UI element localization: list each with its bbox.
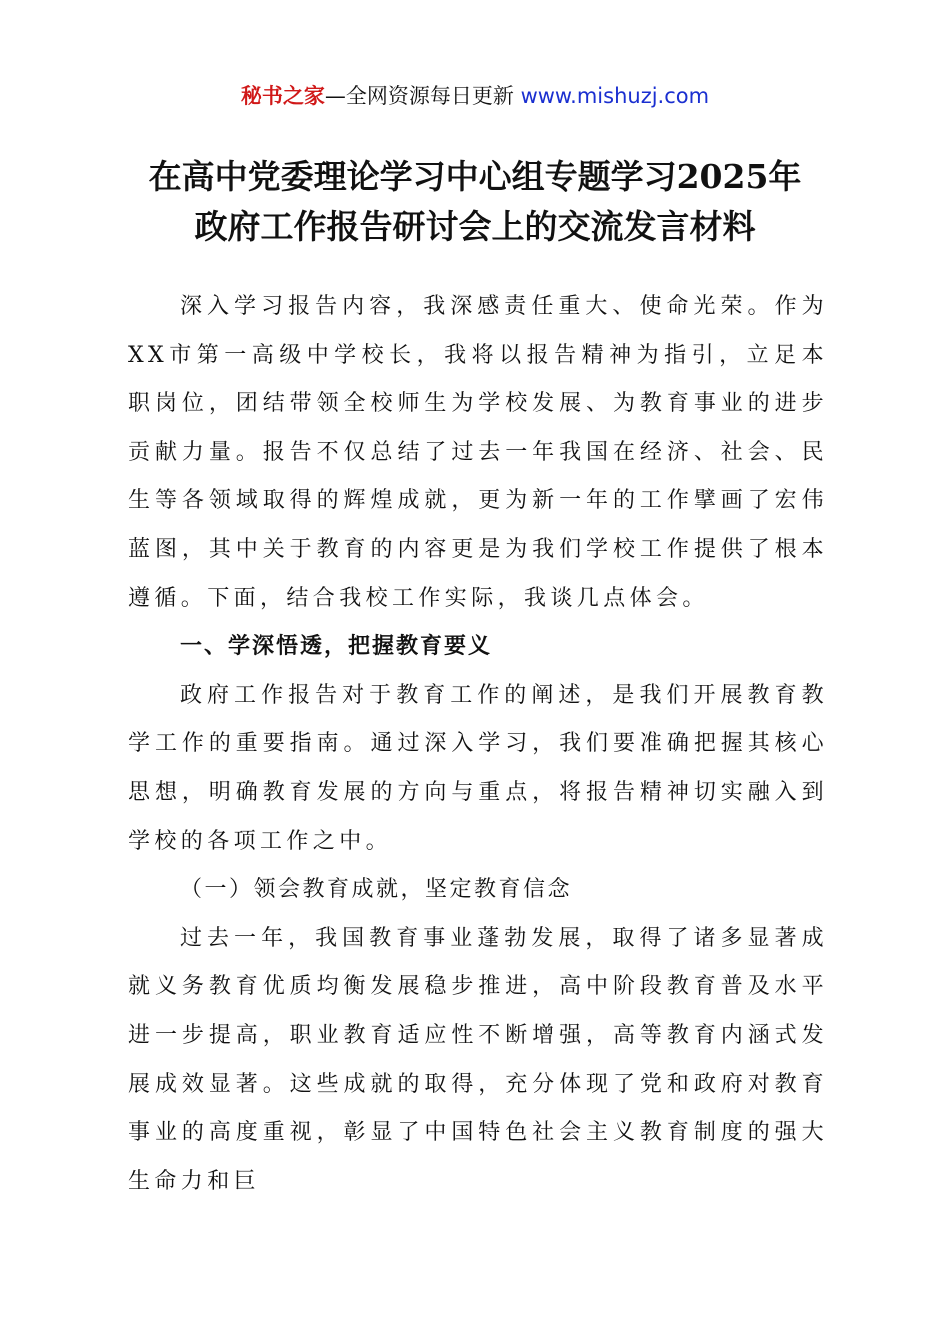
site-header-banner — [0, 80, 950, 110]
document-title — [0, 152, 950, 252]
site-tagline: —全网资源每日更新 — [324, 84, 514, 108]
section-heading-1: 一、学深悟透，把握教育要义 — [180, 634, 493, 660]
document-body — [128, 283, 828, 1206]
site-brand-name: 秘书之家 — [240, 84, 325, 108]
subsection-heading-1-1: （一）领会教育成就，坚定教育信念 — [180, 877, 573, 903]
intro-paragraph: 深入学习报告内容，我深感责任重大、使命光荣。作为XX市第一高级中学校长，我将以报告精神为指引，立足本职岗位，团结带领全校师生为学校发展、为教育事业的进步贡献力量。报告不仅总结了过去一年我国在经济、社会、民生等各领域取得的辉煌成就，更为新一年的工作擘画了宏伟蓝图，其中关于教育的内容更是为我们学校工作提供了根本遵循。下面，结合我校工作实际，我谈几点体会。 — [128, 294, 828, 611]
document-title-line-2: 政府工作报告研讨会上的交流发言材料 — [194, 207, 756, 246]
subsection-1-1-paragraph: 过去一年，我国教育事业蓬勃发展，取得了诸多显著成就义务教育优质均衡发展稳步推进，高中阶段教育普及水平进一步提高，职业教育适应性不断增强，高等教育内涵式发展成效显著。这些成就的取得，充分体现了党和政府对教育事业的高度重视，彰显了中国特色社会主义教育制度的强大生命力和巨 — [128, 925, 828, 1194]
document-title-line-1: 在高中党委理论学习中心组专题学习2025年 — [148, 157, 802, 196]
site-url-link[interactable]: www.mishuzj.com — [520, 84, 710, 108]
section-1-paragraph: 政府工作报告对于教育工作的阐述，是我们开展教育教学工作的重要指南。通过深入学习，我们要准确把握其核心思想，明确教育发展的方向与重点，将报告精神切实融入到学校的各项工作之中。 — [128, 682, 828, 854]
